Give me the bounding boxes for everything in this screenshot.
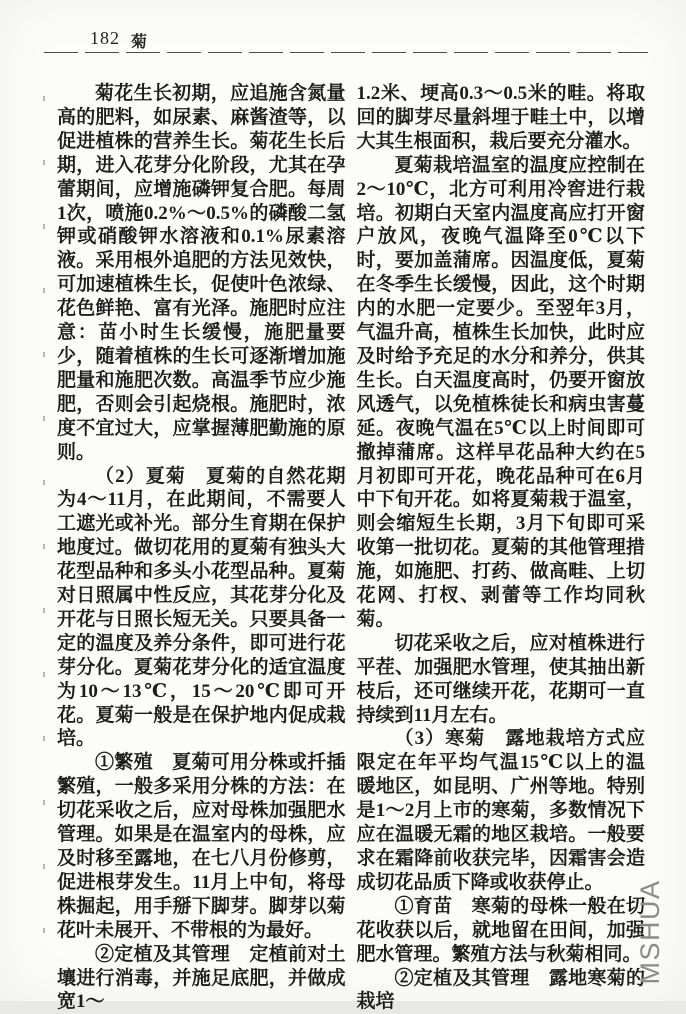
- para-planting-management: ②定植及其管理 定植前对土壤进行消毒，并施足底肥，并做成宽1～: [57, 943, 346, 1013]
- para-winter-chrys-intro: （3）寒菊 露地栽培方式应限定在年平均气温15℃以上的温暖地区，如昆明、广州等地。特别是1～2月上市的寒菊，多数情况下应在温暖无霜的地区栽培。一般要求在霜降前收获完毕，因霜害会造成切花品质下降或收获停止。: [356, 728, 645, 893]
- para-summer-chrys-intro: （2）夏菊 夏菊的自然花期为4～11月，在此期间，不需要人工遮光或补光。部分生育期在保护地度过。做切花用的夏菊有独头大花型品种和多头小花型品种。夏菊对日照属中性反应，其花芽分化及开花与日照长短无关。只要具备一定的温度及养分条件，即可进行花芽分化。夏菊花芽分化的适宜温度为10～13℃，15～20℃即可开花。夏菊一般是在保护地内促成栽培。: [57, 465, 346, 750]
- para-propagation: ①繁殖 夏菊可用分株或扦插繁殖，一般多采用分株的方法：在切花采收之后，应对母株加强肥水管理。如果是在温室内的母株，应及时移至露地，在七八月份修剪，促进根芽发生。11月上中旬，将母株掘起，用手掰下脚芽。脚芽以菊花叶未展开、不带根的为最好。: [57, 752, 346, 941]
- para-seedling-raising: ①育苗 寒菊的母株一般在切花收获以后，就地留在田间，加强肥水管理。繁殖方法与秋菊相同。: [356, 895, 645, 965]
- para-greenhouse-temperature: 夏菊栽培温室的温度应控制在2～10℃，北方可利用冷窖进行栽培。初期白天室内温度高应打开窗户放风，夜晚气温降至0℃以下时，要加盖蒲席。因温度低，夏菊在冬季生长缓慢，因此，这个时期内的水肥一定要少。至翌年3月，气温升高，植株生长加快，此时应及时给予充足的水分和养分，供其生长。白天温度高时，仍要开窗放风透气，以免植株徒长和病虫害蔓延。夜晚气温在5℃以上时间即可撤掉蒲席。这样早花品种大约在5月初即可开花，晚花品种可在6月中下旬开花。如将夏菊栽于温室，则会缩短生长期，3月下旬即可采收第一批切花。夏菊的其他管理措施，如施肥、打药、做高畦、上切花网、打杈、剥蕾等工作均同秋菊。: [356, 154, 645, 630]
- para-after-harvest: 切花采收之后，应对植株进行平茬、加强肥水管理，使其抽出新枝后，还可继续开花，花期可一直持续到11月左右。: [356, 632, 645, 726]
- left-column: [57, 82, 346, 1014]
- para-planting-continued: 1.2米、埂高0.3～0.5米的畦。将取回的脚芽尽量斜埋于畦土中，以增大其生根面积，栽后要充分灌水。: [356, 83, 645, 152]
- running-title: 菊: [131, 34, 148, 51]
- page-number: 182: [90, 28, 120, 48]
- para-planting-management-open: ②定植及其管理 露地寒菊的栽培: [356, 967, 645, 1013]
- watermark: MSHUA: [634, 879, 665, 985]
- text-body: [57, 82, 645, 1014]
- header-rule: [44, 52, 648, 53]
- para-fertilizing: 菊花生长初期，应追施含氮量高的肥料，如尿素、麻酱渣等，以促进植株的营养生长。菊花生长后期，进入花芽分化阶段，尤其在孕蕾期间，应增施磷钾复合肥。每周1次，喷施0.2%～0.5%的磷酸二氢钾或硝酸钾水溶液和0.1%尿素溶液。采用根外追肥的方法见效快，可加速植株生长，促使叶色浓绿、花色鲜艳、富有光泽。施肥时应注意：苗小时生长缓慢，施肥量要少，随着植株的生长可逐渐增加施肥量和施肥次数。高温季节应少施肥，否则会引起烧根。施肥时，浓度不宜过大，应掌握薄肥勤施的原则。: [57, 83, 346, 463]
- scan-edge-artifact: [43, 96, 45, 946]
- right-column: [357, 82, 646, 1014]
